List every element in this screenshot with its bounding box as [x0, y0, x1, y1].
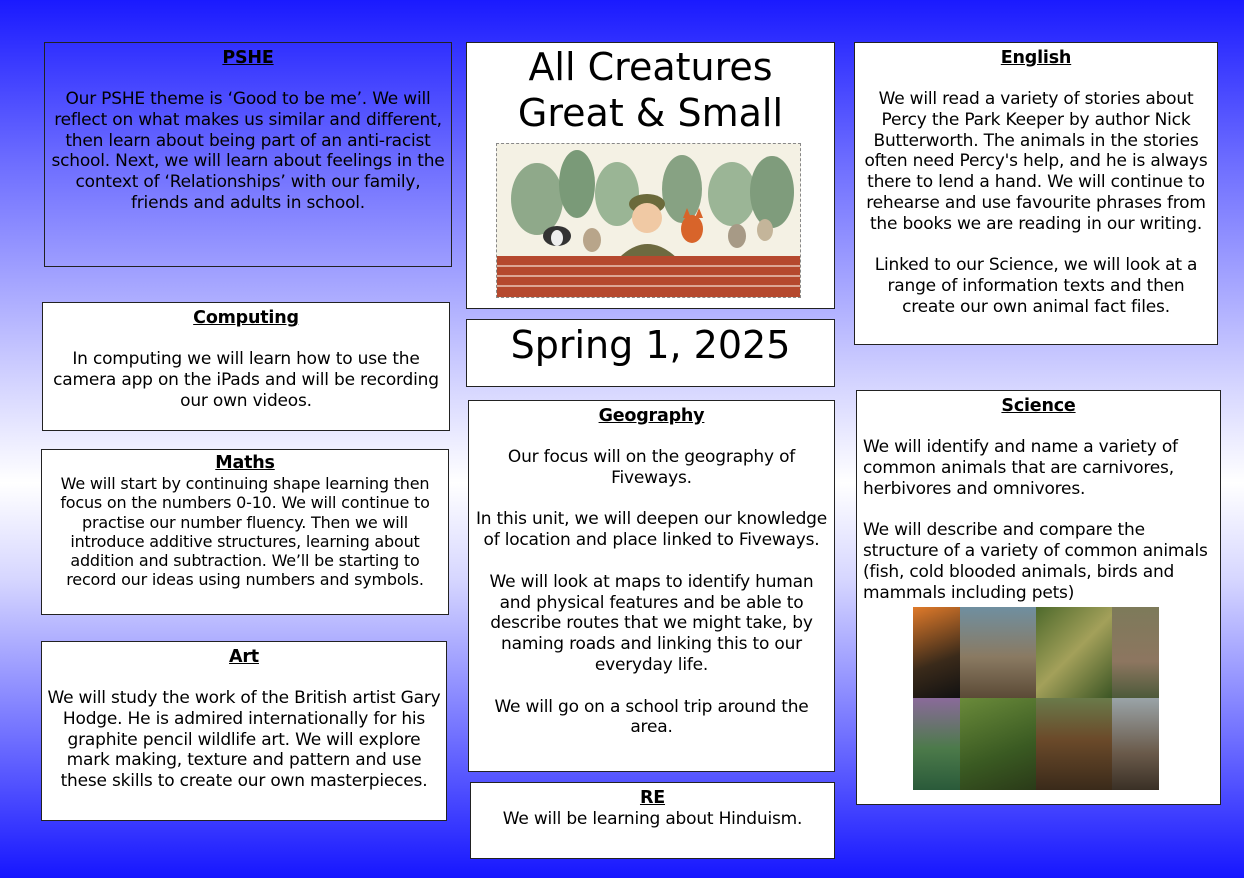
- english-text-1: We will read a variety of stories about Percy the Park Keeper by author Nick Butterworth. The animals in the stories often need Percy's help, and he is always there to lend a hand. We will continue to rehearse and use favourite phrases from the books we are reading in our writing.: [864, 89, 1208, 234]
- topic-title-line-2: Great & Small: [517, 91, 784, 135]
- art-text: We will study the work of the British artist Gary Hodge. He is admired internationally for his graphite pencil wildlife art. We will explore mark making, texture and pattern and use these skills to create our own masterpieces.: [47, 688, 441, 792]
- animals-photo-collage: [913, 607, 1159, 790]
- topic-title-line-1: All Creatures: [528, 45, 773, 89]
- animal-photo-insect: [960, 698, 1036, 790]
- re-text: We will be learning about Hinduism.: [502, 809, 803, 829]
- re-heading: RE: [639, 788, 666, 808]
- animal-photo-lizard: [1112, 698, 1159, 790]
- geography-text-4: We will go on a school trip around the area.: [494, 696, 809, 738]
- maths-heading: Maths: [215, 453, 275, 473]
- geography-text-3: We will look at maps to identify human and physical features and be able to describe routes that we might take, by naming roads and linking this to our everyday life.: [489, 571, 814, 675]
- english-heading: English: [1000, 48, 1072, 68]
- art-panel: [41, 641, 447, 821]
- science-text-1: We will identify and name a variety of common animals that are carnivores, herbivores and omnivores.: [863, 437, 1178, 499]
- term-date: Spring 1, 2025: [510, 323, 791, 367]
- science-heading: Science: [1001, 396, 1076, 416]
- pshe-panel: [44, 42, 452, 267]
- animal-photo-grasshopper: [1036, 607, 1112, 698]
- animal-photo-bird: [913, 607, 960, 698]
- maths-text: We will start by continuing shape learning then focus on the numbers 0-10. We will continue to practise our number fluency. Then we will introduce additive structures, learning about addition and subtraction. We’ll be starting to record our ideas using numbers and symbols.: [60, 474, 430, 590]
- percy-illustration-svg: [497, 144, 800, 297]
- computing-heading: Computing: [193, 308, 299, 328]
- percy-park-keeper-illustration: [496, 143, 801, 298]
- animal-photo-osprey: [960, 607, 1036, 698]
- english-text-2: Linked to our Science, we will look at a range of information texts and then create our own animal fact files.: [874, 255, 1198, 317]
- pshe-text: Our PSHE theme is ‘Good to be me’. We will reflect on what makes us similar and different, then learn about being part of an anti-racist school. Next, we will learn about feelings in the context of ‘Relationships’ with our family, friends and adults in school.: [51, 89, 445, 213]
- term-date-panel: [466, 319, 835, 387]
- english-panel: [854, 42, 1218, 345]
- animal-photo-frog: [913, 698, 960, 790]
- computing-panel: [42, 302, 450, 431]
- geography-text-2: In this unit, we will deepen our knowledge of location and place linked to Fiveways.: [475, 509, 828, 551]
- computing-text: In computing we will learn how to use the camera app on the iPads and will be recording our own videos.: [53, 349, 439, 411]
- pshe-heading: PSHE: [222, 48, 274, 68]
- geography-panel: [468, 400, 835, 772]
- maths-panel: [41, 449, 449, 615]
- re-panel: [470, 782, 835, 859]
- animal-photo-rodent: [1112, 607, 1159, 698]
- animal-photo-bison: [1036, 698, 1112, 790]
- geography-text-1: Our focus will on the geography of Fiveways.: [507, 447, 796, 488]
- art-heading: Art: [229, 647, 259, 667]
- geography-heading: Geography: [598, 406, 705, 426]
- science-text-2: We will describe and compare the structure of a variety of common animals (fish, cold blooded animals, birds and mammals including pets): [863, 520, 1208, 603]
